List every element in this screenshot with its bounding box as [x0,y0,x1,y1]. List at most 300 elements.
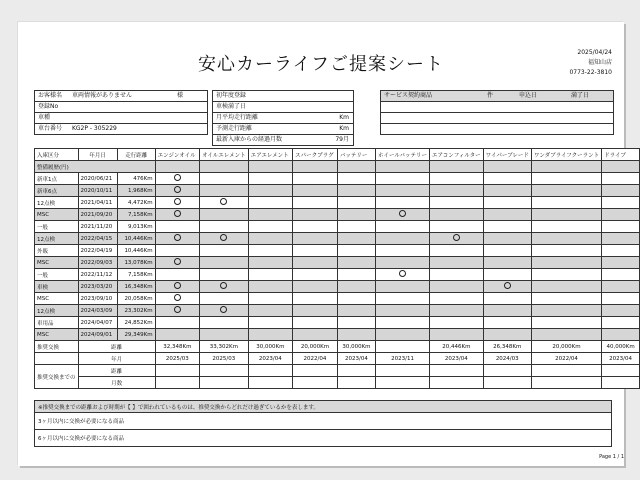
mark-cell [376,293,430,305]
recommend-km-row [35,341,640,353]
mark-cell [531,197,601,209]
mark-cell [293,317,338,329]
table-row [35,209,640,221]
inspection-row [213,102,353,113]
entry-distance: 4,472Km [117,197,155,209]
recommend-km: 20,000Km [293,341,338,353]
mark-cell [483,281,531,293]
entry-distance: 476Km [117,173,155,185]
circle-mark-icon [453,234,460,241]
mark-cell [248,329,292,341]
page-number: Page 1 / 1 [599,454,624,460]
recommend-month: 2024/03 [483,353,531,365]
chassis-value: KG2P - 305229 [71,125,117,132]
customer-name-value: 車両情報がありません [71,92,132,99]
entry-type: MSC [35,329,79,341]
mark-cell [155,185,199,197]
table-row [35,329,640,341]
col-header: ホイールバッテリー [376,149,430,161]
mark-cell [483,269,531,281]
history-body [35,173,640,341]
mark-cell [155,173,199,185]
mark-cell [293,329,338,341]
circle-mark-icon [399,270,406,277]
entry-type: 12点検 [35,305,79,317]
mark-cell [602,233,640,245]
mark-cell [200,257,249,269]
table-row [35,293,640,305]
until-dist-label: 距離 [78,365,155,377]
history-title: 整備履歴(円) [35,161,156,173]
mark-cell [200,293,249,305]
mark-cell [376,209,430,221]
circle-mark-icon [220,306,227,313]
mark-cell [483,257,531,269]
maintenance-table [34,148,640,389]
mark-cell [248,197,292,209]
mark-cell [293,185,338,197]
mark-cell [155,317,199,329]
entry-distance: 24,852Km [117,317,155,329]
mark-cell [248,209,292,221]
mark-cell [200,269,249,281]
mark-cell [200,185,249,197]
mark-cell [376,185,430,197]
mark-cell [531,257,601,269]
table-row [35,305,640,317]
mark-cell [248,233,292,245]
entry-distance: 10,446Km [117,245,155,257]
mark-cell [531,209,601,221]
page-title: 安心カーライフご提案シート [198,54,444,75]
mark-cell [602,305,640,317]
mark-cell [200,209,249,221]
mark-cell [531,305,601,317]
mark-cell [376,245,430,257]
recommend-month-label: 年月 [78,353,155,365]
mark-cell [602,293,640,305]
mark-cell [293,245,338,257]
mark-cell [155,221,199,233]
col-header: エンジンオイル [155,149,199,161]
mark-cell [602,269,640,281]
mark-cell [483,221,531,233]
customer-name-row [35,91,207,102]
entry-distance: 10,446Km [117,233,155,245]
mark-cell [293,305,338,317]
circle-mark-icon [220,282,227,289]
mark-cell [200,317,249,329]
mark-cell [337,197,375,209]
recommend-month: 2023/04 [430,353,484,365]
entry-type: 一般 [35,221,79,233]
recommend-month: 2022/04 [293,353,338,365]
circle-mark-icon [504,282,511,289]
first-reg-row [213,91,353,102]
mark-cell [200,221,249,233]
service-row [381,124,613,134]
table-row [35,317,640,329]
mark-cell [293,197,338,209]
mark-cell [200,233,249,245]
entry-type: 新車1点 [35,173,79,185]
entry-distance: 1,968Km [117,185,155,197]
mark-cell [430,221,484,233]
recommend-month: 2023/04 [248,353,292,365]
table-row [35,221,640,233]
mark-cell [602,221,640,233]
entry-distance: 7,158Km [117,209,155,221]
mark-cell [337,173,375,185]
recommend-month: 2023/04 [602,353,640,365]
col-entry-header: 入庫区分 [35,149,79,161]
mark-cell [430,185,484,197]
service-box [380,90,614,135]
mark-cell [293,281,338,293]
service-count-label: 件 [487,92,494,99]
mark-cell [483,209,531,221]
mark-cell [430,293,484,305]
registration-row [35,102,207,113]
forecast-row [213,124,353,135]
col-header: ドライブ [602,149,640,161]
mark-cell [531,221,601,233]
chassis-row [35,124,207,134]
circle-mark-icon [174,258,181,265]
entry-date: 2023/09/10 [78,293,117,305]
mark-cell [483,317,531,329]
monthly-row [213,113,353,124]
mark-cell [531,245,601,257]
service-start-label: 申込日 [519,92,538,99]
entry-type: 車検 [35,281,79,293]
branch-phone: 0773-22-3810 [569,69,612,76]
recommend-km: 32,348Km [155,341,199,353]
circle-mark-icon [399,210,406,217]
history-title-row [35,161,640,173]
mark-cell [248,257,292,269]
entry-type: MSC [35,257,79,269]
entry-date: 2024/04/07 [78,317,117,329]
table-row [35,173,640,185]
table-row [35,197,640,209]
service-row [381,113,613,124]
mark-cell [602,257,640,269]
mark-cell [248,317,292,329]
mark-cell [602,173,640,185]
mark-cell [200,173,249,185]
mark-cell [376,233,430,245]
col-distance-header: 走行距離 [117,149,155,161]
entry-distance: 29,349Km [117,329,155,341]
recommend-label: 推奨交換 [35,341,79,353]
mark-cell [337,305,375,317]
mark-cell [248,305,292,317]
mark-cell [430,317,484,329]
mark-cell [531,185,601,197]
mark-cell [293,173,338,185]
circle-mark-icon [174,306,181,313]
table-row [35,281,640,293]
mark-cell [531,269,601,281]
elapsed-label: 最新入庫からの経過月数 [216,136,283,143]
mark-cell [155,257,199,269]
mark-cell [248,185,292,197]
mark-cell [531,173,601,185]
mark-cell [376,305,430,317]
mark-cell [602,209,640,221]
mark-cell [376,257,430,269]
elapsed-row [213,135,353,145]
mark-cell [602,185,640,197]
col-header: ワイパーブレード [483,149,531,161]
model-label: 車種 [38,114,51,121]
mark-cell [293,269,338,281]
mark-cell [337,281,375,293]
circle-mark-icon [174,282,181,289]
mark-cell [248,221,292,233]
mark-cell [531,233,601,245]
col-header: バッテリー [337,149,375,161]
service-label: サービス契約商品 [384,92,433,99]
first-reg-label: 初年度登録 [216,92,247,99]
entry-type: MSC [35,209,79,221]
col-date-header: 年月日 [78,149,117,161]
mark-cell [376,317,430,329]
mark-cell [483,329,531,341]
mark-cell [293,221,338,233]
mark-cell [337,269,375,281]
entry-date: 2024/09/01 [78,329,117,341]
entry-distance: 13,078Km [117,257,155,269]
table-row [35,233,640,245]
circle-mark-icon [174,186,181,193]
table-row [35,185,640,197]
col-header: ワンダブライフクーラント [531,149,601,161]
mark-cell [483,293,531,305]
entry-date: 2022/04/19 [78,245,117,257]
circle-mark-icon [220,234,227,241]
footer-note: ※推奨交換までの距離および時期が【 】で囲われているものは、推奨交換からどれだけ過ぎているかを表します。 [35,401,612,413]
entry-type: 12点検 [35,233,79,245]
col-header: オイルエレメント [200,149,249,161]
mark-cell [293,233,338,245]
entry-date: 2022/11/12 [78,269,117,281]
mark-cell [483,305,531,317]
mark-cell [337,185,375,197]
mark-cell [155,281,199,293]
recommend-km: 30,000Km [248,341,292,353]
mark-cell [602,281,640,293]
customer-honorific: 様 [176,92,183,99]
circle-mark-icon [174,198,181,205]
mark-cell [602,245,640,257]
entry-type: 車用品 [35,317,79,329]
table-row [35,245,640,257]
entry-distance: 20,058Km [117,293,155,305]
mark-cell [248,293,292,305]
mark-cell [483,233,531,245]
mark-cell [430,173,484,185]
mark-cell [155,293,199,305]
entry-distance: 9,013Km [117,221,155,233]
mark-cell [155,233,199,245]
entry-type: 一般 [35,269,79,281]
mark-cell [248,173,292,185]
mark-cell [531,281,601,293]
inspection-label: 車検満了日 [216,103,247,110]
mark-cell [155,269,199,281]
mark-cell [531,317,601,329]
recommend-month: 2025/03 [155,353,199,365]
mark-cell [531,293,601,305]
mark-cell [430,233,484,245]
mark-cell [430,281,484,293]
mark-cell [337,317,375,329]
mark-cell [200,281,249,293]
entry-type: 外販 [35,245,79,257]
recommend-km: 40,000Km [602,341,640,353]
circle-mark-icon [174,294,181,301]
service-header-row [381,91,613,102]
entry-date: 2022/04/15 [78,233,117,245]
circle-mark-icon [174,234,181,241]
mark-cell [430,257,484,269]
mark-cell [483,185,531,197]
forecast-label: 予測走行距離 [216,125,253,132]
mark-cell [337,329,375,341]
circle-mark-icon [174,210,181,217]
forecast-unit: Km [339,125,349,132]
mark-cell [430,197,484,209]
until-label: 推奨交換までの [35,365,79,389]
mark-cell [155,197,199,209]
mark-cell [483,173,531,185]
mark-cell [430,245,484,257]
mark-cell [293,293,338,305]
entry-date: 2020/06/21 [78,173,117,185]
recommend-month-row [35,353,640,365]
entry-distance: 7,158Km [117,269,155,281]
recommend-km: 20,000Km [531,341,601,353]
col-header: スパークプラグ [293,149,338,161]
entry-type: MSC [35,293,79,305]
mark-cell [337,245,375,257]
recommend-month: 2023/11 [376,353,430,365]
recommend-dist-label: 距離 [78,341,155,353]
mark-cell [430,209,484,221]
until-month-row [35,377,640,389]
mark-cell [430,329,484,341]
table-row [35,257,640,269]
mark-cell [376,221,430,233]
recommend-month: 2023/04 [337,353,375,365]
entry-date: 2021/11/20 [78,221,117,233]
service-row [381,102,613,113]
circle-mark-icon [220,198,227,205]
mark-cell [248,281,292,293]
recommend-km: 33,302Km [200,341,249,353]
recommend-km: 26,348Km [483,341,531,353]
mark-cell [483,197,531,209]
recommend-month: 2022/04 [531,353,601,365]
recommend-km: 30,000Km [337,341,375,353]
col-header: エアエレメント [248,149,292,161]
mark-cell [602,317,640,329]
mark-cell [293,209,338,221]
mark-cell [602,197,640,209]
monthly-unit: Km [339,114,349,121]
entry-date: 2024/03/09 [78,305,117,317]
mark-cell [376,269,430,281]
mark-cell [248,269,292,281]
table-header-row [35,149,640,161]
mark-cell [337,257,375,269]
customer-box [34,90,208,135]
mark-cell [200,245,249,257]
three-month-items: 3ヶ月以内に交換が必要になる商品 [35,413,612,430]
mark-cell [155,209,199,221]
col-header: エアコンフィルター [430,149,484,161]
entry-date: 2021/04/11 [78,197,117,209]
mark-cell [155,305,199,317]
mark-cell [483,245,531,257]
chassis-label: 車台番号 [38,125,63,132]
mark-cell [376,329,430,341]
six-month-items: 6ヶ月以内に交換が必要になる商品 [35,430,612,447]
entry-distance: 23,302Km [117,305,155,317]
mark-cell [376,173,430,185]
mark-cell [293,257,338,269]
mark-cell [376,281,430,293]
mark-cell [248,245,292,257]
entry-type: 新車6点 [35,185,79,197]
model-row [35,113,207,124]
mark-cell [337,293,375,305]
mark-cell [155,245,199,257]
mark-cell [337,221,375,233]
footer-table [34,400,612,447]
entry-date: 2021/09/20 [78,209,117,221]
vehicle-box [212,90,354,146]
table-row [35,269,640,281]
branch-name: 福知山店 [587,59,612,66]
mark-cell [337,209,375,221]
circle-mark-icon [174,174,181,181]
customer-name-label: お客様名 [38,92,63,99]
until-month-label: 月数 [78,377,155,389]
entry-date: 2022/09/03 [78,257,117,269]
mark-cell [430,305,484,317]
mark-cell [376,197,430,209]
entry-date: 2020/10/11 [78,185,117,197]
sheet-date: 2025/04/24 [577,49,612,56]
mark-cell [155,329,199,341]
recommend-km [376,341,430,353]
monthly-label: 月平均走行距離 [216,114,259,121]
recommend-month: 2025/03 [200,353,249,365]
registration-label: 登録No [38,103,59,110]
entry-date: 2023/03/20 [78,281,117,293]
until-dist-row [35,365,640,377]
entry-type: 12点検 [35,197,79,209]
recommend-km: 20,446Km [430,341,484,353]
mark-cell [200,197,249,209]
mark-cell [200,305,249,317]
entry-distance: 16,348Km [117,281,155,293]
mark-cell [430,269,484,281]
mark-cell [200,329,249,341]
